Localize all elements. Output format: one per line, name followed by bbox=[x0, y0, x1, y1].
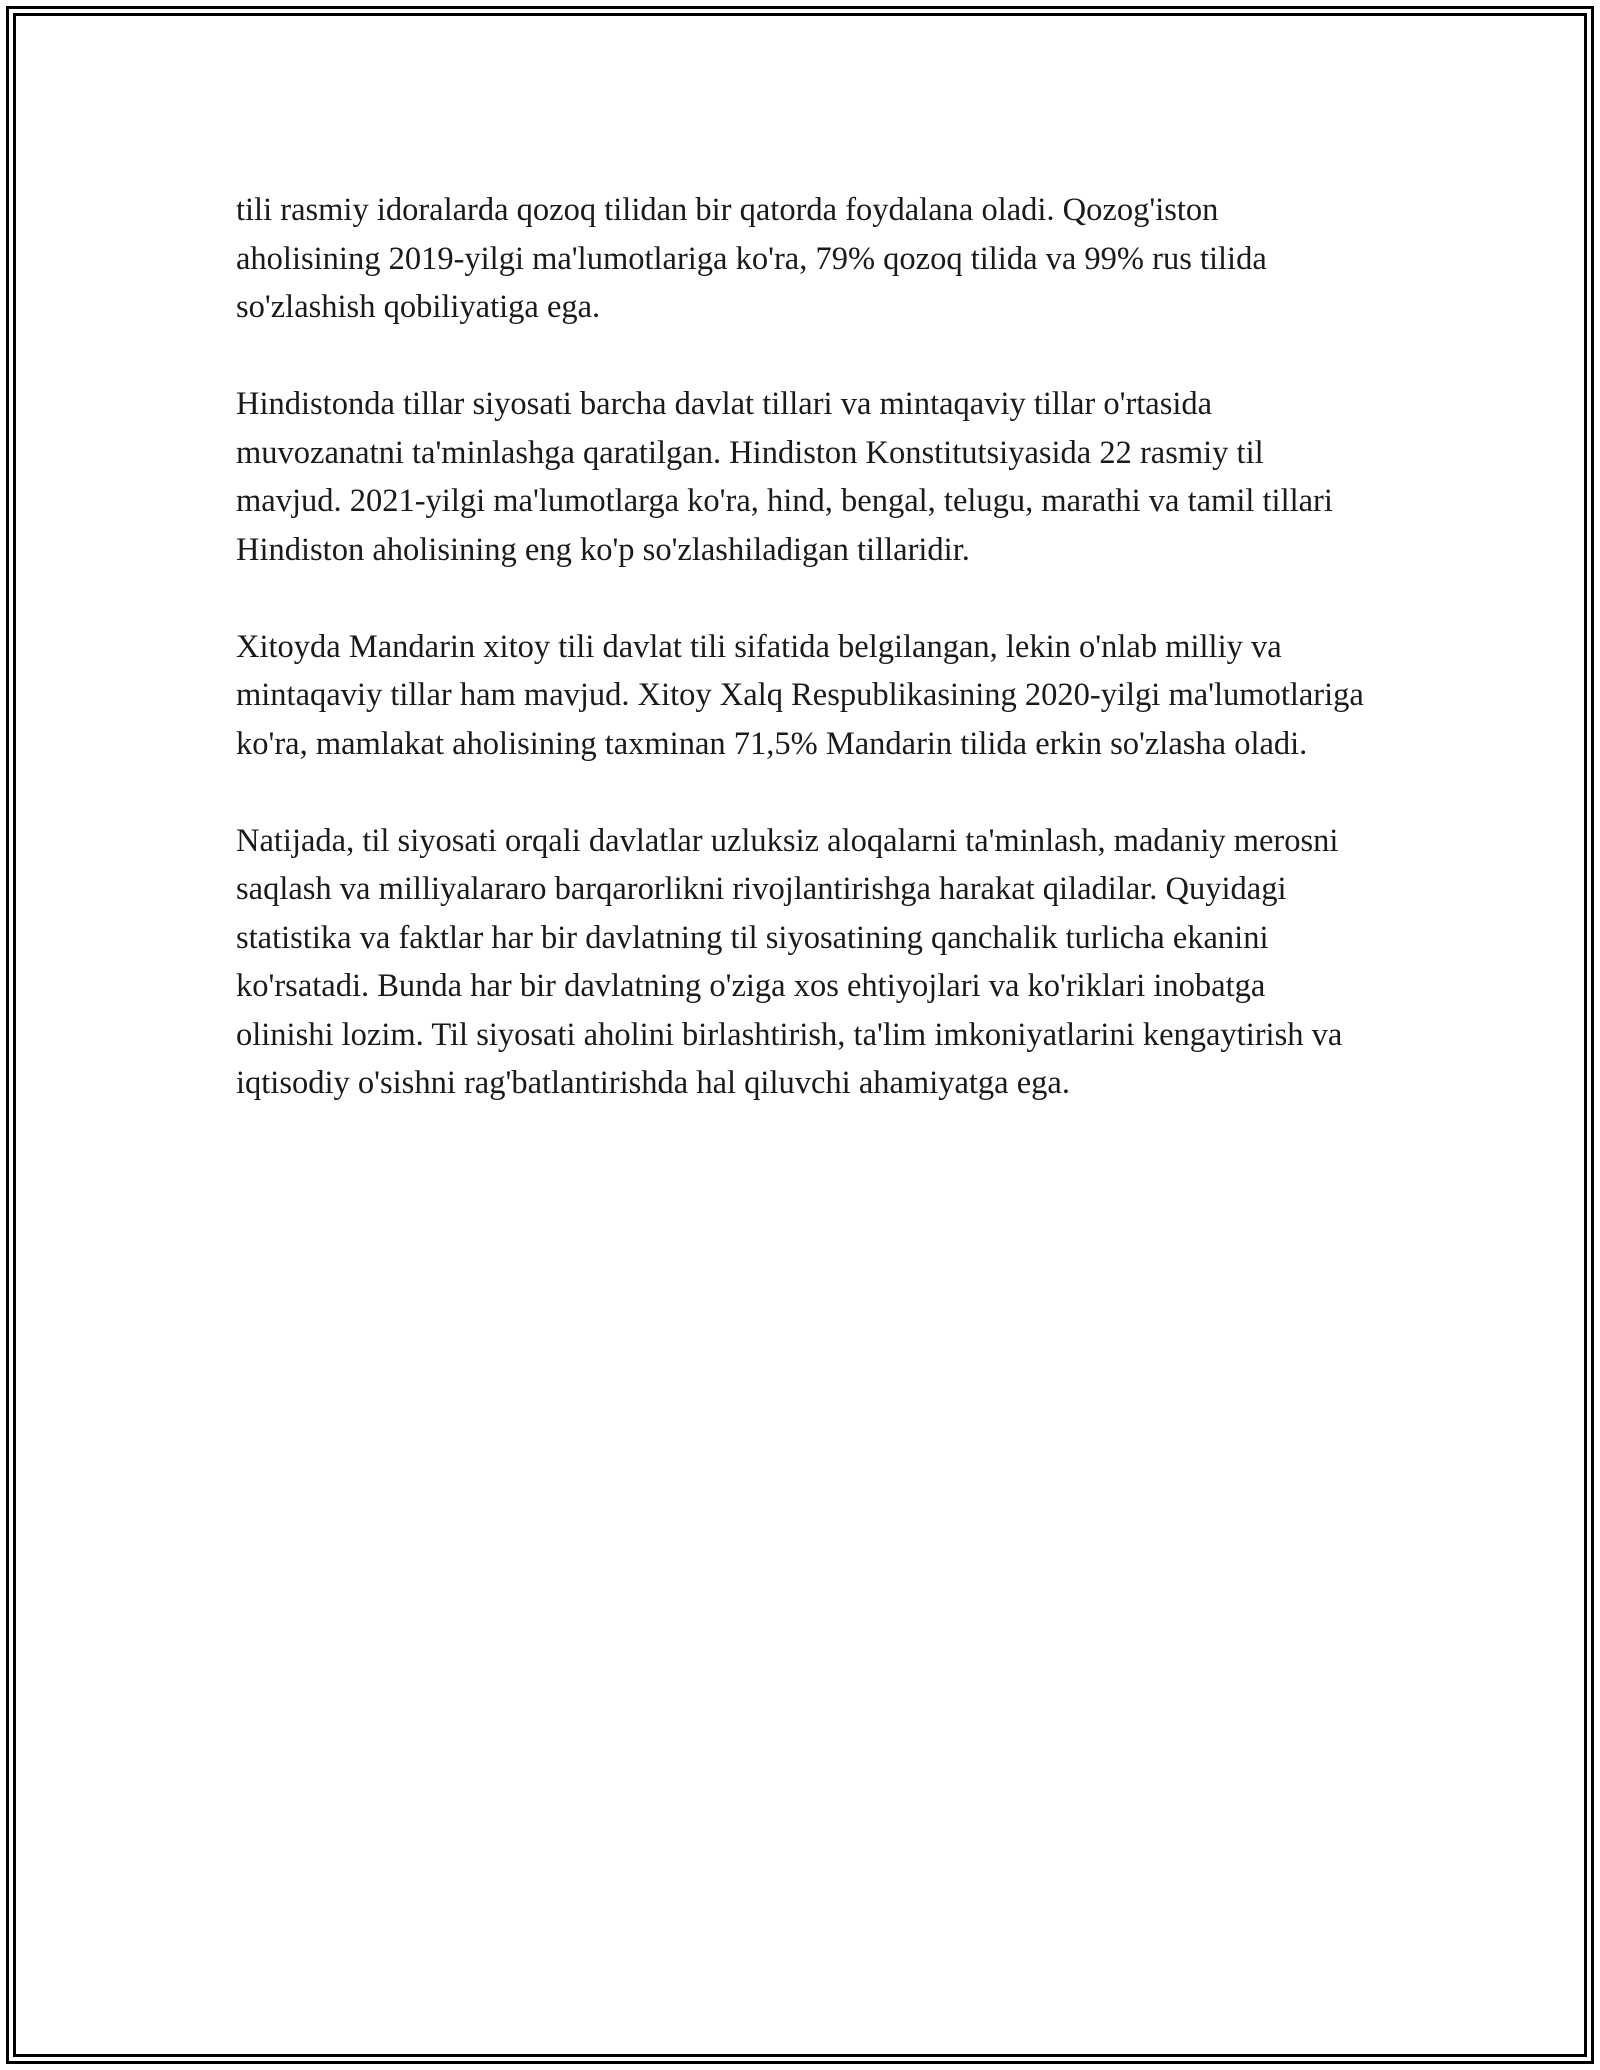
document-body bbox=[236, 186, 1366, 1156]
paragraph-conclusion: Natijada, til siyosati orqali davlatlar uzluksiz aloqalarni ta'minlash, madaniy merosni saqlash va milliyalararo barqarorlikni rivojlantirishga harakat qiladilar. Quyidagi statistika va faktlar har bir davlatning til siyosatining qanchalik turlicha ekanini ko'rsatadi. Bunda har bir davlatning o'ziga xos ehtiyojlari va ko'riklari inobatga olinishi lozim. Til siyosati aholini birlashtirish, ta'lim imkoniyatlarini kengaytirish va iqtisodiy o'sishni rag'batlantirishda hal qiluvchi ahamiyatga ega. bbox=[236, 822, 1343, 1101]
paragraph-india: Hindistonda tillar siyosati barcha davlat tillari va mintaqaviy tillar o'rtasida muvozanatni ta'minlashga qaratilgan. Hindiston Konstitutsiyasida 22 rasmiy til mavjud. 2021-yilgi ma'lumotlarga ko'ra, hind, bengal, telugu, marathi va tamil tillari Hindiston aholisining eng ko'p so'zlashiladigan tillaridir. bbox=[236, 386, 1333, 568]
paragraph-kazakhstan: tili rasmiy idoralarda qozoq tilidan bir qatorda foydalana oladi. Qozog'iston aholisining 2019-yilgi ma'lumotlariga ko'ra, 79% qozoq tilida va 99% rus tilida so'zlashish qobiliyatiga ega. bbox=[236, 192, 1267, 325]
paragraph-china: Xitoyda Mandarin xitoy tili davlat tili sifatida belgilangan, lekin o'nlab milliy va mintaqaviy tillar ham mavjud. Xitoy Xalq Respublikasining 2020-yilgi ma'lumotlariga ko'ra, mamlakat aholisining taxminan 71,5% Mandarin tilida erkin so'zlasha oladi. bbox=[236, 628, 1364, 762]
